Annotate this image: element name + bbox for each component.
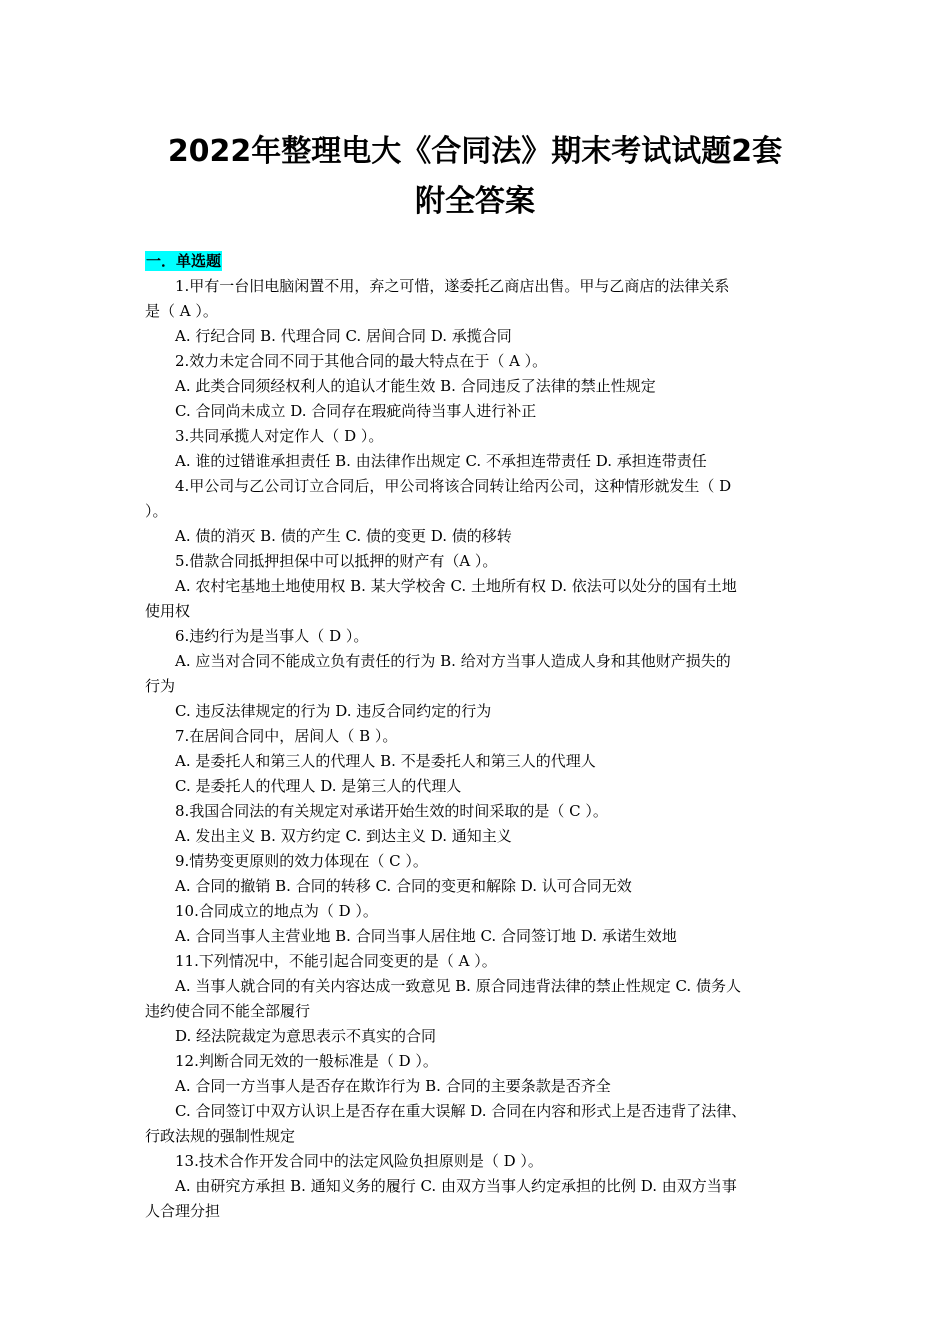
answer-options: A. 合同一方当事人是否存在欺诈行为 B. 合同的主要条款是否齐全 (175, 1077, 611, 1095)
answer-options: A. 谁的过错谁承担责任 B. 由法律作出规定 C. 不承担连带责任 D. 承担连带责任 (175, 452, 707, 470)
question-text: 12.判断合同无效的一般标准是（ D ）。 (175, 1052, 438, 1070)
document-title-line2: 附全答案 (415, 184, 535, 219)
answer-options: 行政法规的强制性规定 (145, 1127, 296, 1145)
answer-options: C. 合同签订中双方认识上是否存在重大误解 D. 合同在内容和形式上是否违背了法律、 (175, 1102, 747, 1120)
answer-options: 违约使合同不能全部履行 (145, 1002, 311, 1020)
question-text: 13.技术合作开发合同中的法定风险负担原则是（ D ）。 (175, 1152, 543, 1170)
answer-options: C. 是委托人的代理人 D. 是第三人的代理人 (175, 777, 462, 795)
question-text: 3.共同承揽人对定作人（ D ）。 (175, 427, 384, 445)
question-text: 1.甲有一台旧电脑闲置不用，弃之可惜，遂委托乙商店出售。甲与乙商店的法律关系 (175, 277, 730, 295)
answer-options: A. 合同当事人主营业地 B. 合同当事人居住地 C. 合同签订地 D. 承诺生效地 (175, 927, 677, 945)
question-text: 10.合同成立的地点为（ D ）。 (175, 902, 378, 920)
question-text: 2.效力未定合同不同于其他合同的最大特点在于（ A ）。 (175, 352, 548, 370)
section-heading: 一．单选题 (146, 252, 222, 270)
question-text: 6.违约行为是当事人（ D ）。 (175, 627, 369, 645)
question-text: 11.下列情况中，不能引起合同变更的是（ A ）。 (175, 952, 497, 970)
question-text: 4.甲公司与乙公司订立合同后，甲公司将该合同转让给丙公司，这种情形就发生（ D (175, 477, 732, 495)
answer-options: A. 此类合同须经权利人的追认才能生效 B. 合同违反了法律的禁止性规定 (175, 377, 656, 395)
answer-options: A. 债的消灭 B. 债的产生 C. 债的变更 D. 债的移转 (175, 527, 512, 545)
answer-options: D. 经法院裁定为意思表示不真实的合同 (175, 1027, 437, 1045)
answer-options: A. 是委托人和第三人的代理人 B. 不是委托人和第三人的代理人 (175, 752, 596, 770)
question-text: ）。 (145, 502, 168, 520)
answer-options: 人合理分担 (145, 1202, 221, 1220)
answer-options: A. 合同的撤销 B. 合同的转移 C. 合同的变更和解除 D. 认可合同无效 (175, 877, 632, 895)
answer-options: A. 行纪合同 B. 代理合同 C. 居间合同 D. 承揽合同 (175, 327, 512, 345)
answer-options: A. 由研究方承担 B. 通知义务的履行 C. 由双方当事人约定承担的比例 D. 由双方当事 (175, 1177, 737, 1195)
answer-options: A. 发出主义 B. 双方约定 C. 到达主义 D. 通知主义 (175, 827, 512, 845)
answer-options: C. 合同尚未成立 D. 合同存在瑕疵尚待当事人进行补正 (175, 402, 537, 420)
question-text: 8.我国合同法的有关规定对承诺开始生效的时间采取的是（ C ）。 (175, 802, 608, 820)
question-text: 是（ A ）。 (145, 302, 218, 320)
answer-options: A. 应当对合同不能成立负有责任的行为 B. 给对方当事人造成人身和其他财产损失的 (175, 652, 731, 670)
question-text: 9.情势变更原则的效力体现在（ C ）。 (175, 852, 428, 870)
question-text: 7.在居间合同中，居间人（ B ）。 (175, 727, 398, 745)
question-text: 5.借款合同抵押担保中可以抵押的财产有（A ）。 (175, 552, 498, 570)
answer-options: A. 农村宅基地土地使用权 B. 某大学校舍 C. 土地所有权 D. 依法可以处分的国有土地 (175, 577, 737, 595)
document-title-line1: 2022年整理电大《合同法》期末考试试题2套 (167, 134, 783, 169)
answer-options: 行为 (145, 677, 176, 695)
answer-options: A. 当事人就合同的有关内容达成一致意见 B. 原合同违背法律的禁止性规定 C. 债务人 (175, 977, 741, 995)
answer-options: 使用权 (145, 602, 191, 620)
answer-options: C. 违反法律规定的行为 D. 违反合同约定的行为 (175, 702, 492, 720)
